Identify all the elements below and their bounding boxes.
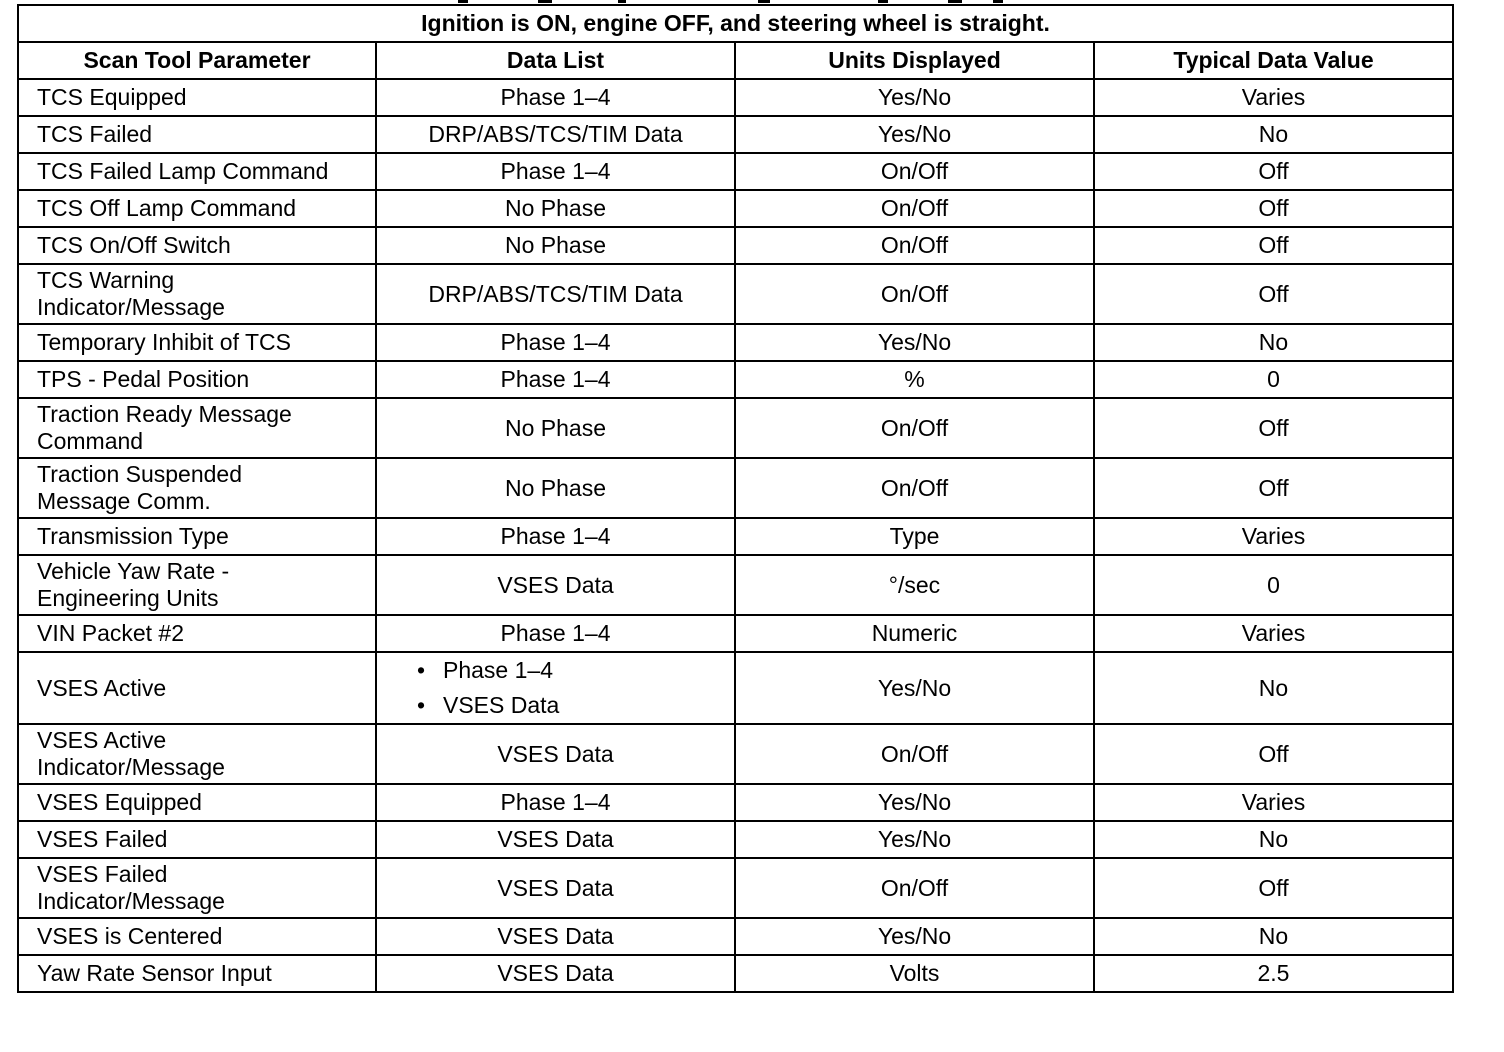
table-row: [18, 821, 1453, 858]
value-cell: 2.5: [1094, 955, 1453, 992]
units-cell: Yes/No: [735, 79, 1094, 116]
data-list-cell: Phase 1–4: [376, 361, 735, 398]
list-item: • Phase 1–4: [417, 653, 716, 688]
parameter-cell: TCS Failed: [18, 116, 376, 153]
parameter-line: Command: [37, 428, 144, 454]
parameter-line: Traction Ready Message: [37, 401, 292, 427]
table-row: [18, 398, 1453, 458]
parameter-cell: VSES Active: [18, 652, 376, 724]
data-list-cell: Phase 1–4: [376, 79, 735, 116]
units-cell: On/Off: [735, 264, 1094, 324]
value-cell: 0: [1094, 361, 1453, 398]
parameter-line: Vehicle Yaw Rate -: [37, 558, 230, 584]
table-row: [18, 116, 1453, 153]
table-row: [18, 518, 1453, 555]
table-row: [18, 361, 1453, 398]
parameter-line: Indicator/Message: [37, 294, 225, 320]
value-cell: 0: [1094, 555, 1453, 615]
data-list-cell: VSES Data: [376, 821, 735, 858]
units-cell: On/Off: [735, 858, 1094, 918]
table-row: [18, 955, 1453, 992]
scan-tool-data-table: [17, 4, 1454, 993]
column-header: Units Displayed: [735, 42, 1094, 79]
table-header-row: [18, 42, 1453, 79]
data-list-cell: DRP/ABS/TCS/TIM Data: [376, 264, 735, 324]
parameter-cell: TCS Equipped: [18, 79, 376, 116]
parameter-line: TCS Warning: [37, 267, 175, 293]
value-cell: Off: [1094, 724, 1453, 784]
parameter-cell: [18, 264, 376, 324]
parameter-cell: TCS On/Off Switch: [18, 227, 376, 264]
data-list-cell: Phase 1–4: [376, 324, 735, 361]
units-cell: On/Off: [735, 190, 1094, 227]
units-cell: On/Off: [735, 458, 1094, 518]
data-list-cell: No Phase: [376, 458, 735, 518]
data-list-cell: DRP/ABS/TCS/TIM Data: [376, 116, 735, 153]
parameter-cell: VSES Equipped: [18, 784, 376, 821]
parameter-cell: [18, 858, 376, 918]
parameter-cell: [18, 398, 376, 458]
table-row: [18, 615, 1453, 652]
value-cell: No: [1094, 821, 1453, 858]
table-row: [18, 555, 1453, 615]
data-list-bullets: [395, 653, 716, 723]
parameter-line: Traction Suspended: [37, 461, 243, 487]
table-row: [18, 652, 1453, 724]
parameter-line: VSES Active: [37, 727, 167, 753]
data-list-cell: VSES Data: [376, 858, 735, 918]
value-cell: Off: [1094, 858, 1453, 918]
value-cell: Off: [1094, 458, 1453, 518]
parameter-cell: Temporary Inhibit of TCS: [18, 324, 376, 361]
column-header: Typical Data Value: [1094, 42, 1453, 79]
parameter-cell: VSES is Centered: [18, 918, 376, 955]
data-list-cell: Phase 1–4: [376, 153, 735, 190]
data-list-cell: [376, 652, 735, 724]
units-cell: Yes/No: [735, 652, 1094, 724]
table-row: [18, 458, 1453, 518]
value-cell: Varies: [1094, 784, 1453, 821]
value-cell: No: [1094, 116, 1453, 153]
parameter-cell: VSES Failed: [18, 821, 376, 858]
data-list-cell: Phase 1–4: [376, 518, 735, 555]
table-row: [18, 858, 1453, 918]
table-row: [18, 918, 1453, 955]
parameter-cell: VIN Packet #2: [18, 615, 376, 652]
data-list-cell: Phase 1–4: [376, 784, 735, 821]
parameter-line: Indicator/Message: [37, 754, 225, 780]
parameter-line: Message Comm.: [37, 488, 211, 514]
parameter-cell: [18, 724, 376, 784]
units-cell: Type: [735, 518, 1094, 555]
table-row: [18, 784, 1453, 821]
value-cell: Varies: [1094, 518, 1453, 555]
units-cell: Yes/No: [735, 784, 1094, 821]
units-cell: On/Off: [735, 398, 1094, 458]
value-cell: No: [1094, 652, 1453, 724]
units-cell: On/Off: [735, 153, 1094, 190]
column-header: Data List: [376, 42, 735, 79]
table-row: [18, 324, 1453, 361]
parameter-cell: [18, 555, 376, 615]
value-cell: Varies: [1094, 615, 1453, 652]
table-caption: Ignition is ON, engine OFF, and steering wheel is straight.: [18, 5, 1453, 42]
value-cell: Off: [1094, 227, 1453, 264]
data-list-cell: VSES Data: [376, 555, 735, 615]
data-list-cell: VSES Data: [376, 955, 735, 992]
column-header: Scan Tool Parameter: [18, 42, 376, 79]
table-caption-row: [18, 5, 1453, 42]
value-cell: Off: [1094, 264, 1453, 324]
units-cell: %: [735, 361, 1094, 398]
parameter-cell: [18, 458, 376, 518]
table-row: [18, 264, 1453, 324]
table-row: [18, 227, 1453, 264]
table-row: [18, 153, 1453, 190]
units-cell: Yes/No: [735, 918, 1094, 955]
units-cell: °/sec: [735, 555, 1094, 615]
parameter-cell: Transmission Type: [18, 518, 376, 555]
value-cell: Off: [1094, 398, 1453, 458]
units-cell: Volts: [735, 955, 1094, 992]
value-cell: Off: [1094, 153, 1453, 190]
value-cell: Off: [1094, 190, 1453, 227]
data-list-cell: No Phase: [376, 227, 735, 264]
parameter-cell: Yaw Rate Sensor Input: [18, 955, 376, 992]
list-item: • VSES Data: [417, 688, 716, 723]
data-list-cell: Phase 1–4: [376, 615, 735, 652]
data-list-cell: No Phase: [376, 190, 735, 227]
parameter-cell: TCS Failed Lamp Command: [18, 153, 376, 190]
table-row: [18, 79, 1453, 116]
data-list-cell: VSES Data: [376, 724, 735, 784]
parameter-line: Indicator/Message: [37, 888, 225, 914]
parameter-cell: TPS - Pedal Position: [18, 361, 376, 398]
units-cell: On/Off: [735, 227, 1094, 264]
value-cell: Varies: [1094, 79, 1453, 116]
units-cell: Yes/No: [735, 821, 1094, 858]
value-cell: No: [1094, 324, 1453, 361]
units-cell: Yes/No: [735, 324, 1094, 361]
data-list-cell: No Phase: [376, 398, 735, 458]
table-row: [18, 190, 1453, 227]
table-row: [18, 724, 1453, 784]
units-cell: Numeric: [735, 615, 1094, 652]
value-cell: No: [1094, 918, 1453, 955]
parameter-cell: TCS Off Lamp Command: [18, 190, 376, 227]
parameter-line: VSES Failed: [37, 861, 168, 887]
data-list-cell: VSES Data: [376, 918, 735, 955]
parameter-line: Engineering Units: [37, 585, 219, 611]
units-cell: Yes/No: [735, 116, 1094, 153]
units-cell: On/Off: [735, 724, 1094, 784]
